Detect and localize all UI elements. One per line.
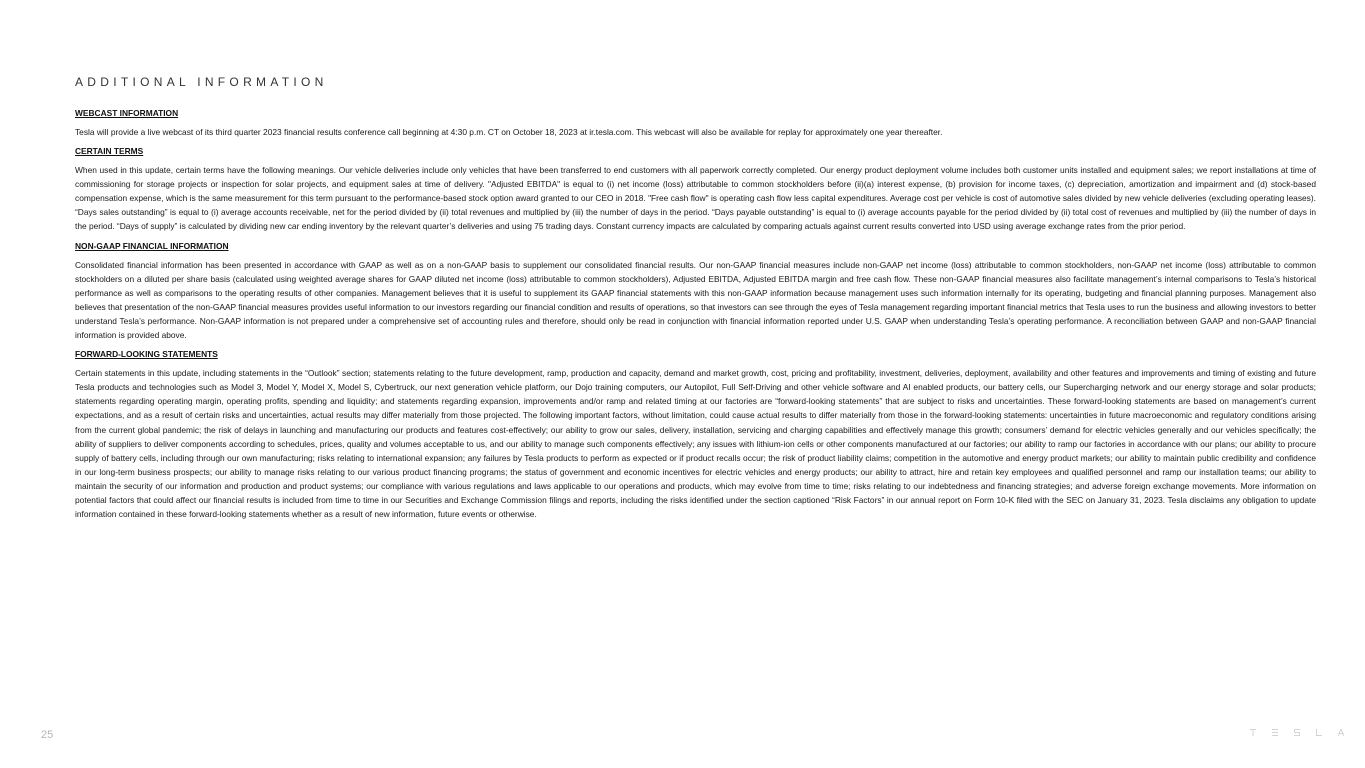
section-heading: CERTAIN TERMS xyxy=(75,146,144,157)
section-certain-terms xyxy=(75,145,1316,233)
logo-letter-e-icon xyxy=(1272,729,1278,736)
section-body: Consolidated financial information has been presented in accordance with GAAP as well as on a non-GAAP basis to supplement our consolidated financial results. Our non-GAAP financial measures include non-GAAP net income (loss) attributable to common stockholders, non-GAAP net income (loss) attributable to common stockholders on a diluted per share basis (calculated using weighted average shares for GAAP diluted net income (loss) attributable to common stockholders), Adjusted EBITDA, Adjusted EBITDA margin and free cash flow. These non-GAAP financial measures also facilitate management’s internal comparisons to Tesla’s historical performance as well as comparisons to the operating results of other companies. Management believes that it is useful to supplement its GAAP financial statements with this non-GAAP information because management uses such information internally for its operating, budgeting and financial planning purposes. Management also believes that presentation of the non-GAAP financial measures provides useful information to our investors regarding our financial condition and results of operations, so that investors can see through the eyes of Tesla management regarding important financial metrics that Tesla uses to run the business and allowing investors to better understand Tesla’s performance. Non-GAAP information is not prepared under a comprehensive set of accounting rules and therefore, should only be read in conjunction with financial information reported under U.S. GAAP when understanding Tesla’s operating performance. A reconciliation between GAAP and non-GAAP financial information is provided above. xyxy=(75,259,1316,341)
page-number: 25 xyxy=(41,729,54,741)
tesla-logo xyxy=(1250,729,1344,736)
document-content xyxy=(75,107,1316,527)
section-heading: NON-GAAP FINANCIAL INFORMATION xyxy=(75,240,229,251)
logo-letter-t-icon xyxy=(1250,729,1256,736)
section-body: Certain statements in this update, including statements in the “Outlook” section; statements relating to the future development, ramp, production and capacity, demand and market growth, cost, pricing and profitability, investment, deliveries, deployment, availability and other features and improvements and timing of existing and future Tesla products and technologies such as Model 3, Model Y, Model X, Model S, Cybertruck, our next generation vehicle platform, our Dojo training computers, our Autopilot, Full Self-Driving and other vehicle software and AI enabled products, our battery cells, our Supercharging network and our energy storage and solar products; statements regarding operating margin, operating profits, spending and liquidity; and statements regarding expansion, improvements and/or ramp and related timing at our factories are “forward-looking statements” that are subject to risks and uncertainties. These forward-looking statements are based on management’s current expectations, and as a result of certain risks and uncertainties, actual results may differ materially from those projected. The following important factors, without limitation, could cause actual results to differ materially from those in the forward-looking statements: uncertainties in future macroeconomic and regulatory conditions arising from the current global pandemic; the risk of delays in launching and manufacturing our products and features cost-effectively; our ability to grow our sales, delivery, installation, servicing and charging capabilities and effectively manage this growth; consumers’ demand for electric vehicles generally and our vehicles specifically; the ability of suppliers to deliver components according to schedules, prices, quality and volumes acceptable to us, and our ability to manage such components effectively; any issues with lithium-ion cells or other components manufactured at our factories; our ability to ramp our factories in accordance with our plans; our ability to procure supply of battery cells, including through our own manufacturing; risks relating to international expansion; any failures by Tesla products to perform as expected or if product recalls occur; the risk of product liability claims; competition in the automotive and energy product markets; our ability to maintain public credibility and confidence in our long-term business prospects; our ability to manage risks relating to our various product financing programs; the status of government and economic incentives for electric vehicles and energy products; our ability to attract, hire and retain key employees and qualified personnel and ramp our installation teams; our ability to maintain the security of our information and production and product systems; our compliance with various regulations and laws applicable to our operations and products, which may evolve from time to time; risks relating to our indebtedness and financing strategies; and adverse foreign exchange movements. More information on potential factors that could affect our financial results is included from time to time in our Securities and Exchange Commission filings and reports, including the risks identified under the section captioned “Risk Factors” in our annual report on Form 10-K filed with the SEC on January 31, 2023. Tesla disclaims any obligation to update information contained in these forward-looking statements whether as a result of new information, future events or otherwise. xyxy=(75,368,1316,520)
page-title: ADDITIONAL INFORMATION xyxy=(75,75,328,89)
section-body: When used in this update, certain terms have the following meanings. Our vehicle deliveries include only vehicles that have been transferred to end customers with all paperwork correctly completed. Our energy product deployment volume includes both customer units installed and equipment sales; we report installations at time of commissioning for storage projects or inspection for solar projects, and equipment sales at time of delivery. "Adjusted EBITDA" is equal to (i) net income (loss) attributable to common stockholders before (ii)(a) interest expense, (b) provision for income taxes, (c) depreciation, amortization and impairment and (d) stock-based compensation expense, which is the same measurement for this term pursuant to the performance-based stock option award granted to our CEO in 2018. "Free cash flow" is operating cash flow less capital expenditures. Average cost per vehicle is cost of automotive sales divided by new vehicle deliveries (excluding operating leases). “Days sales outstanding” is equal to (i) average accounts receivable, net for the period divided by (ii) total revenues and multiplied by (iii) the number of days in the period. “Days payable outstanding” is equal to (i) average accounts payable for the period divided by (ii) total cost of revenues and multiplied by (iii) the number of days in the period. “Days of supply” is calculated by dividing new car ending inventory by the relevant quarter’s deliveries and using 75 trading days. Constant currency impacts are calculated by comparing actuals against current results converted into USD using average exchange rates from the prior period. xyxy=(75,165,1316,232)
logo-letter-a-icon xyxy=(1338,729,1344,736)
logo-letter-l-icon xyxy=(1316,729,1322,736)
section-heading: WEBCAST INFORMATION xyxy=(75,108,179,118)
section-heading: FORWARD-LOOKING STATEMENTS xyxy=(75,349,218,360)
logo-letter-s-icon xyxy=(1294,729,1300,736)
section-forward-looking-statements xyxy=(75,348,1316,521)
section-non-gaap-financial-information xyxy=(75,240,1316,343)
section-body: Tesla will provide a live webcast of its third quarter 2023 financial results conference call beginning at 4:30 p.m. CT on October 18, 2023 at ir.tesla.com. This webcast will also be available for replay for approximately one year thereafter. xyxy=(75,127,943,137)
section-webcast-information xyxy=(75,107,1316,139)
